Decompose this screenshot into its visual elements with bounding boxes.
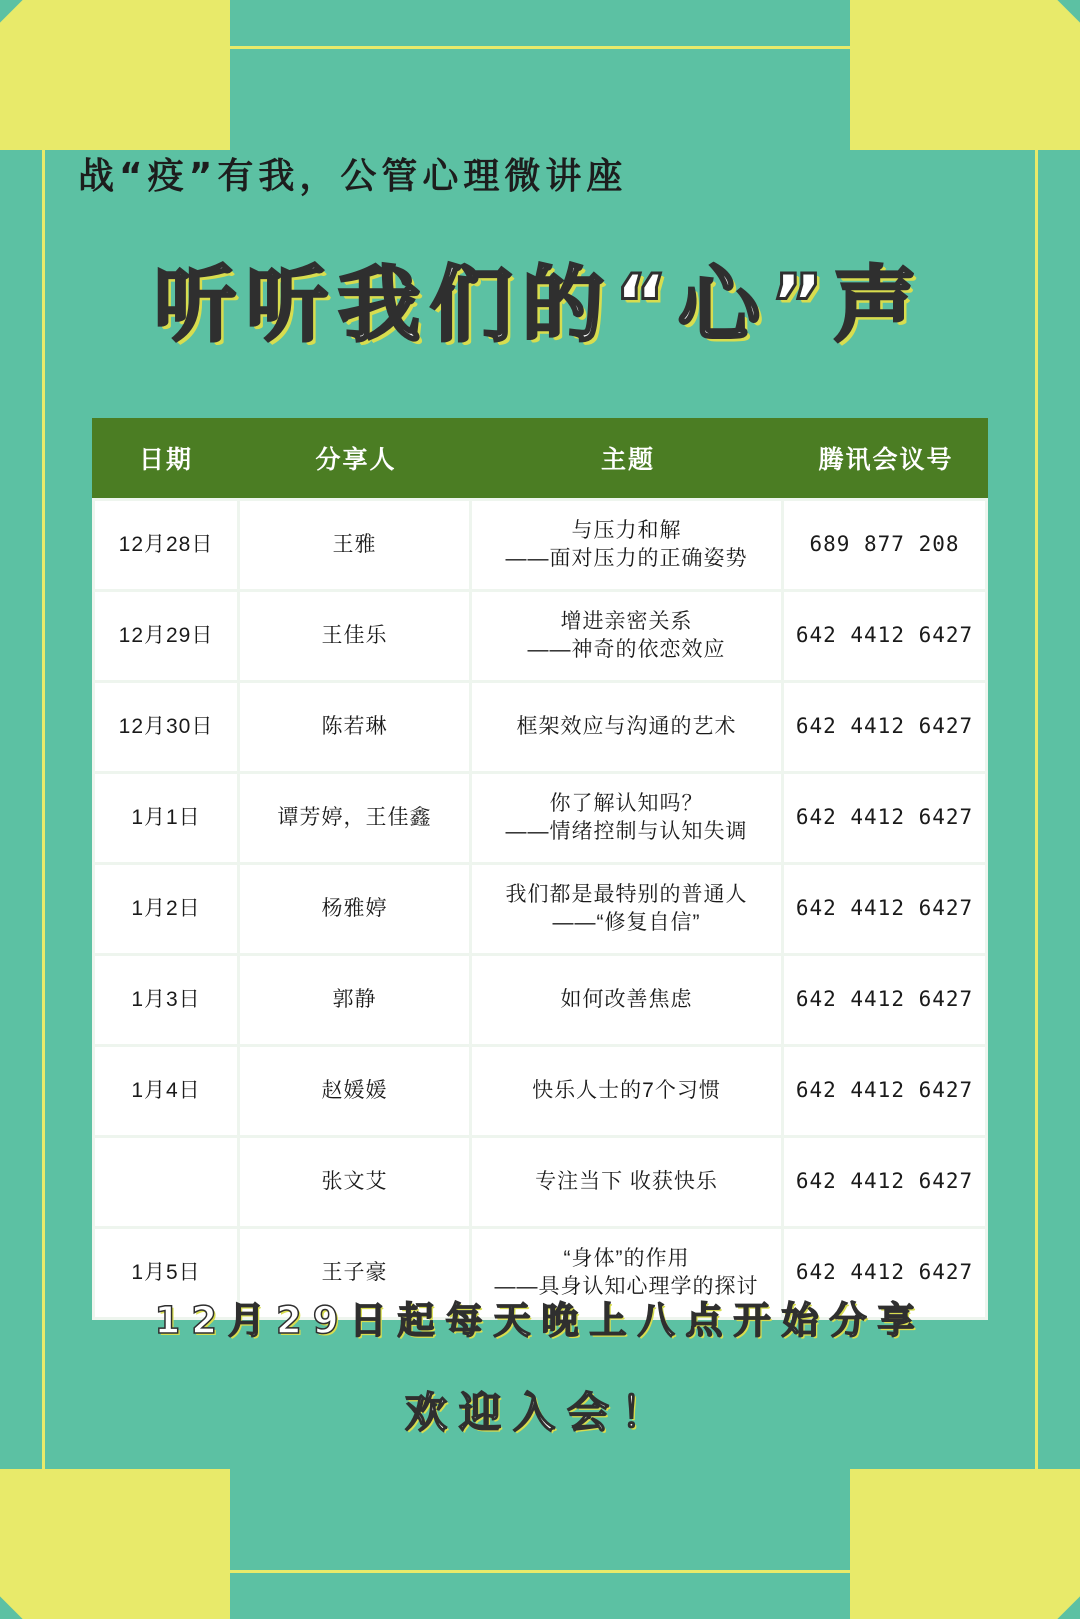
cell-topic xyxy=(472,865,784,956)
cell-date xyxy=(92,1138,240,1229)
schedule-table xyxy=(92,418,988,1320)
cell-date: 1月2日 xyxy=(92,865,240,956)
cell-person: 王子豪 xyxy=(240,1229,472,1320)
cell-date: 12月29日 xyxy=(92,592,240,683)
table-header xyxy=(92,418,988,498)
cell-person: 杨雅婷 xyxy=(240,865,472,956)
cell-date: 12月30日 xyxy=(92,683,240,774)
topic-line-1: 如何改善焦虑 xyxy=(560,988,693,1012)
cell-person: 王雅 xyxy=(240,498,472,592)
cell-topic xyxy=(472,683,784,774)
cell-person: 王佳乐 xyxy=(240,592,472,683)
cell-person: 陈若琳 xyxy=(240,683,472,774)
cell-date: 12月28日 xyxy=(92,498,240,592)
corner-stripe xyxy=(1059,0,1080,150)
table-row xyxy=(92,865,988,956)
poster-subtitle: 战“疫”有我，公管心理微讲座 xyxy=(78,156,628,197)
table-row xyxy=(92,498,988,592)
cell-topic xyxy=(472,1138,784,1229)
topic-line-1: 与压力和解 xyxy=(571,519,682,543)
table-row xyxy=(92,683,988,774)
table-body xyxy=(92,498,988,1320)
cell-topic xyxy=(472,592,784,683)
table-row xyxy=(92,956,988,1047)
topic-line-2: ——面对压力的正确姿势 xyxy=(505,547,748,570)
schedule-table-wrapper xyxy=(92,418,988,1320)
table-header-row xyxy=(92,418,988,498)
cell-meeting-id: 642 4412 6427 xyxy=(784,956,988,1047)
cell-meeting-id: 642 4412 6427 xyxy=(784,1138,988,1229)
topic-line-1: 你了解认知吗？ xyxy=(549,792,704,816)
cell-meeting-id: 642 4412 6427 xyxy=(784,1047,988,1138)
cell-topic xyxy=(472,956,784,1047)
cell-meeting-id: 642 4412 6427 xyxy=(784,1229,988,1320)
cell-person: 张文艾 xyxy=(240,1138,472,1229)
topic-line-2: ——神奇的依恋效应 xyxy=(527,638,726,661)
cell-topic xyxy=(472,774,784,865)
topic-line-2: ——情绪控制与认知失调 xyxy=(505,820,748,843)
cell-date: 1月3日 xyxy=(92,956,240,1047)
footer-schedule-note: 12月29日起每天晚上八点开始分享 xyxy=(154,1299,926,1342)
topic-line-2: ——“修复自信” xyxy=(552,911,701,934)
table-row xyxy=(92,592,988,683)
column-header-topic: 主题 xyxy=(472,418,784,498)
cell-meeting-id: 642 4412 6427 xyxy=(784,592,988,683)
cell-meeting-id: 642 4412 6427 xyxy=(784,774,988,865)
column-header-meeting-id: 腾讯会议号 xyxy=(784,418,988,498)
corner-stripe xyxy=(1059,1469,1080,1619)
cell-date: 1月5日 xyxy=(92,1229,240,1320)
topic-line-1: 框架效应与沟通的艺术 xyxy=(516,715,737,739)
topic-line-1: 专注当下 收获快乐 xyxy=(535,1170,718,1194)
cell-topic xyxy=(472,498,784,592)
column-header-person: 分享人 xyxy=(240,418,472,498)
cell-meeting-id: 642 4412 6427 xyxy=(784,865,988,956)
cell-meeting-id: 642 4412 6427 xyxy=(784,683,988,774)
topic-line-2: ——具身认知心理学的探讨 xyxy=(494,1275,759,1298)
cell-person: 郭静 xyxy=(240,956,472,1047)
cell-date: 1月1日 xyxy=(92,774,240,865)
cell-person: 谭芳婷，王佳鑫 xyxy=(240,774,472,865)
cell-topic xyxy=(472,1047,784,1138)
topic-line-1: 增进亲密关系 xyxy=(560,610,693,634)
cell-meeting-id: 689 877 208 xyxy=(784,498,988,592)
topic-line-1: 我们都是最特别的普通人 xyxy=(505,883,748,907)
topic-line-1: 快乐人士的7个习惯 xyxy=(532,1079,721,1103)
topic-line-1: “身体”的作用 xyxy=(563,1247,690,1271)
column-header-date: 日期 xyxy=(92,418,240,498)
corner-stripe xyxy=(0,0,21,150)
cell-person: 赵媛媛 xyxy=(240,1047,472,1138)
table-row xyxy=(92,774,988,865)
footer-invitation: 欢迎入会！ xyxy=(404,1388,675,1437)
cell-date: 1月4日 xyxy=(92,1047,240,1138)
table-row xyxy=(92,1047,988,1138)
corner-stripe xyxy=(0,1469,21,1619)
page-title: 听听我们的“心”声 xyxy=(154,258,926,353)
table-row xyxy=(92,1138,988,1229)
